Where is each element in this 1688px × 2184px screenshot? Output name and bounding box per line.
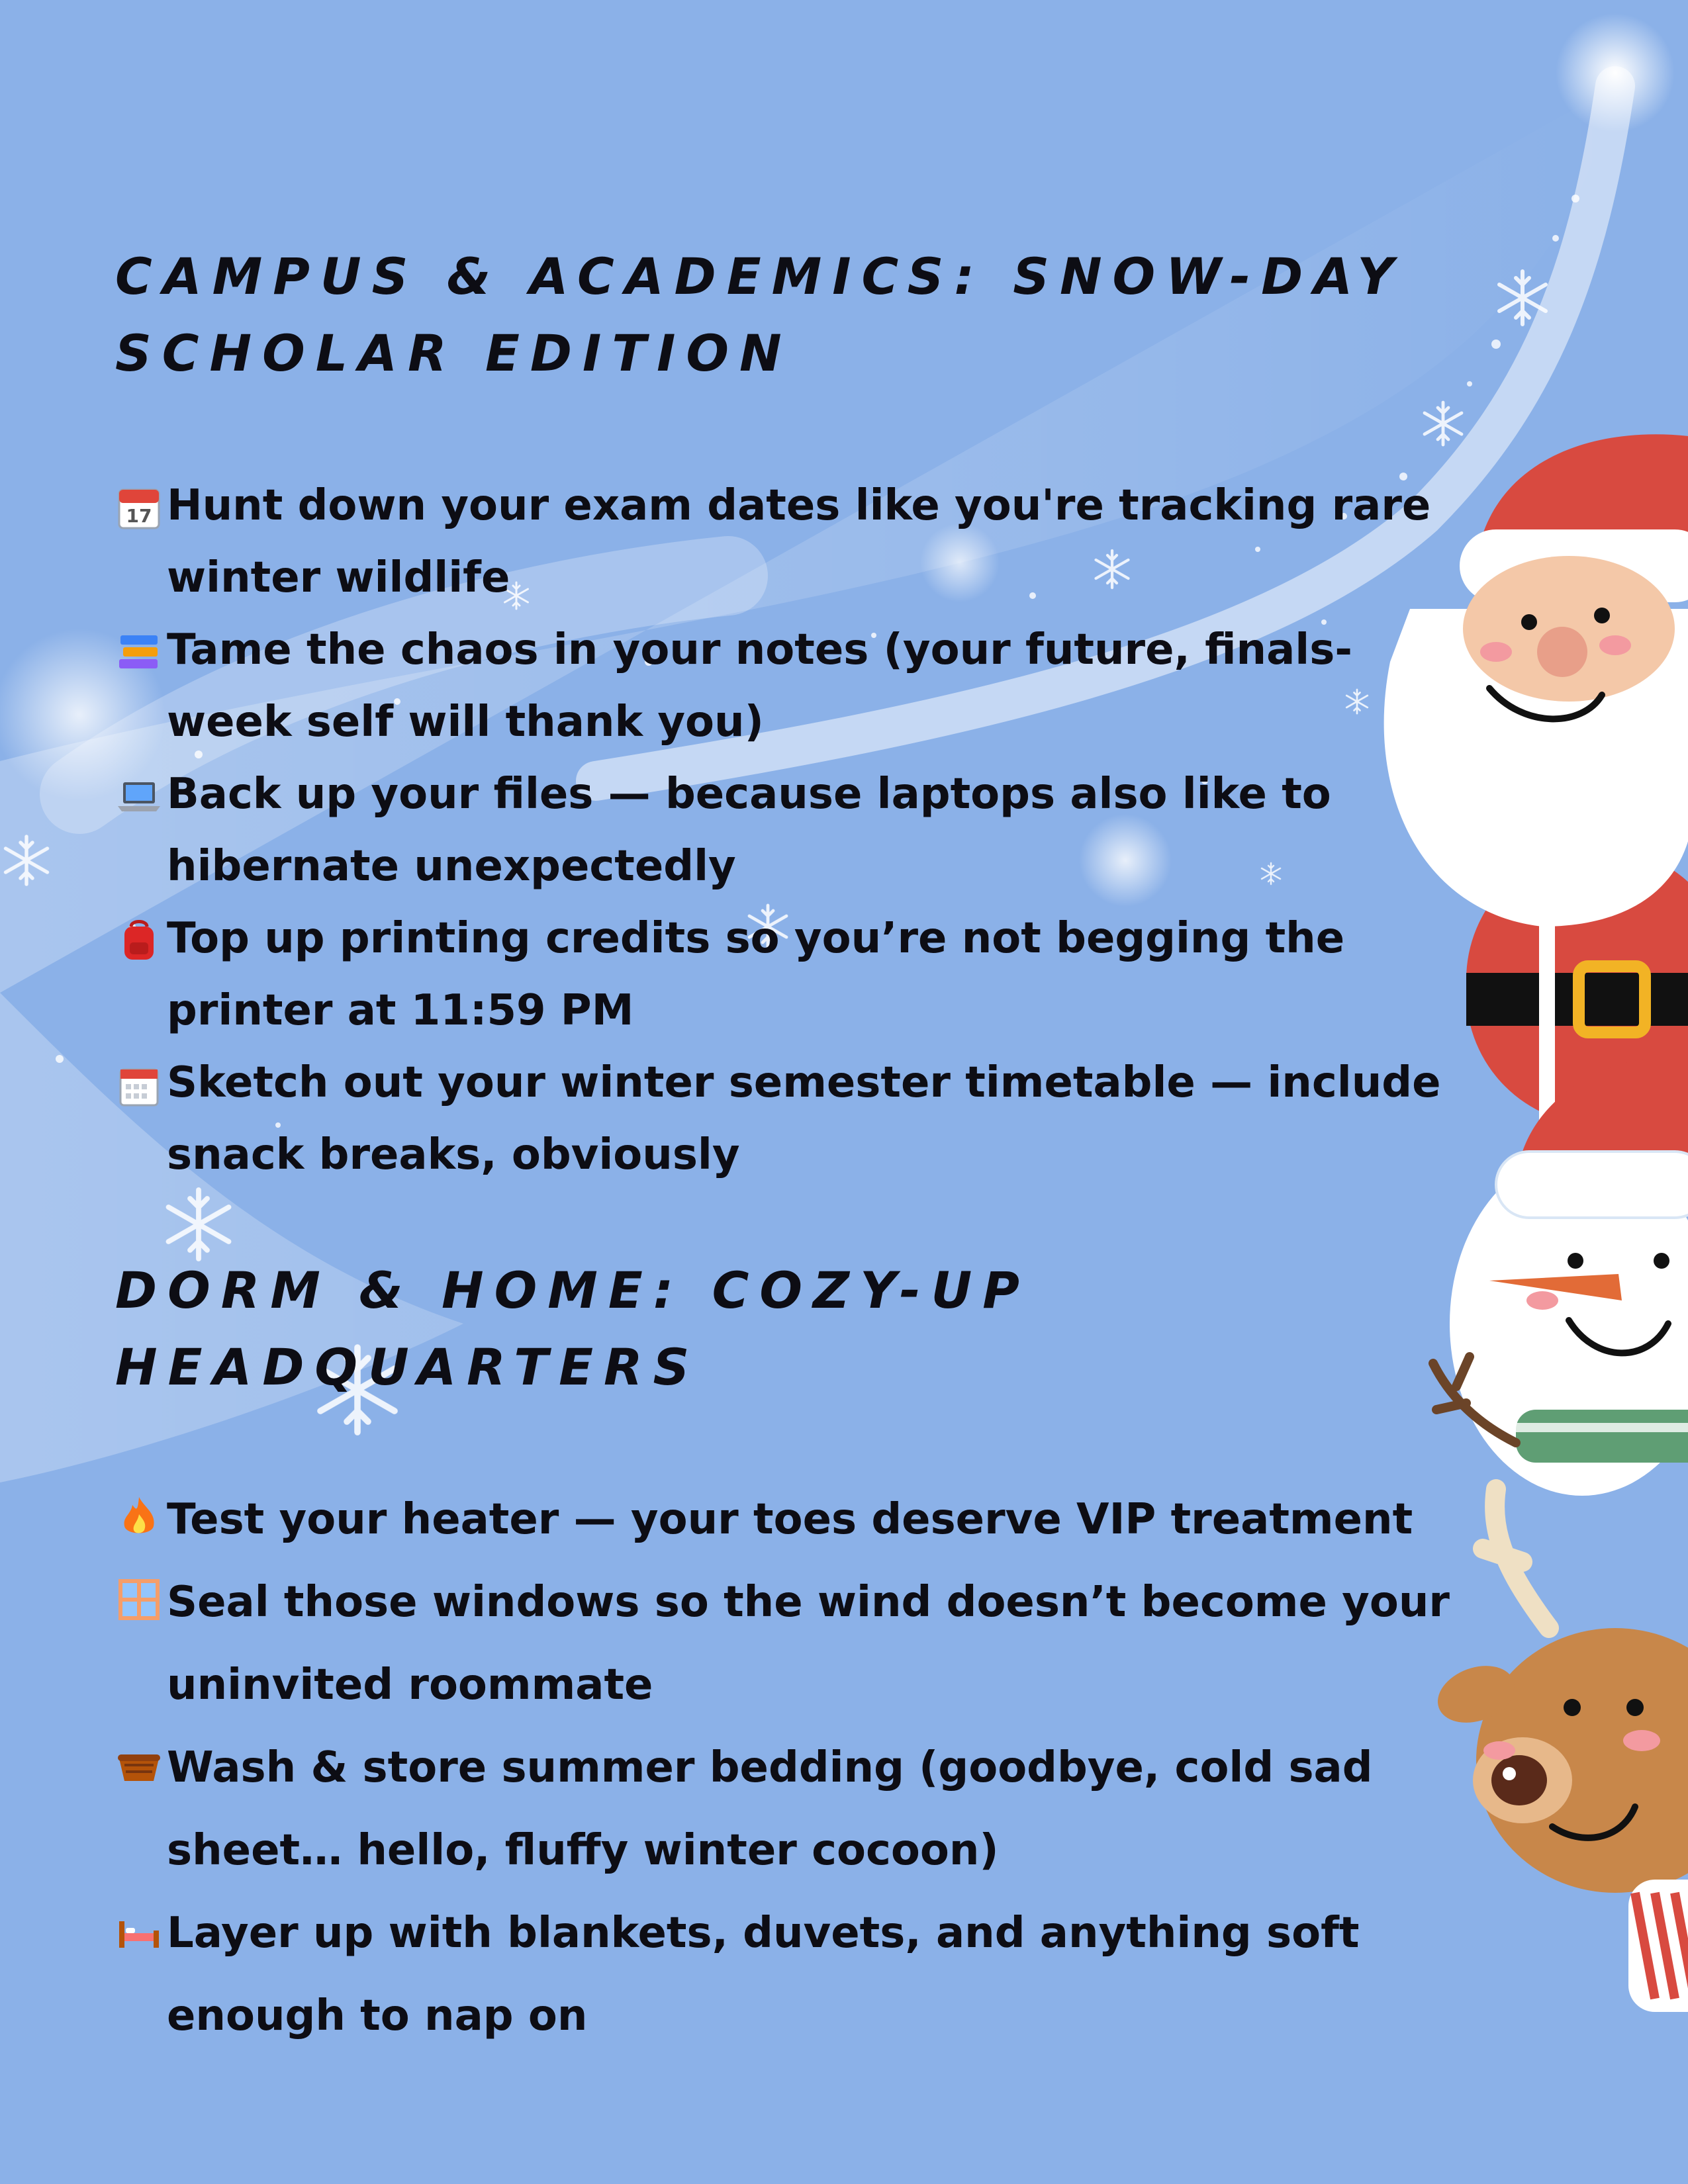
list-item [115,1047,1459,1191]
item-text: Top up printing credits so you’re not begging the printer at 11:59 PM [167,914,1345,1035]
list-item [115,758,1459,903]
fire-icon [115,1479,167,1545]
section-heading: DORM & HOME: COZY-UP HEADQUARTERS [115,1261,1030,1396]
basket-icon [115,1727,167,1793]
item-text: Sketch out your winter semester timetable — include snack breaks, obviously [167,1058,1441,1179]
calendar-icon [115,470,167,536]
item-text: Hunt down your exam dates like you're tracking rare winter wildlife [167,481,1431,602]
list-item [115,1892,1459,2058]
list-item [115,1727,1459,1892]
reindeer-illustration [1430,1489,1688,2012]
snowman-illustration [1433,1057,1688,1496]
checklist [115,470,1459,1191]
window-icon [115,1561,167,1627]
books-icon [115,614,167,680]
checklist [115,1479,1459,2058]
item-text: Tame the chaos in your notes (your future, finals-week self will thank you) [167,625,1352,747]
item-text: Layer up with blankets, duvets, and anything soft enough to nap on [167,1909,1360,2040]
section-campus-academics [115,238,1459,1191]
backpack-icon [115,903,167,969]
item-text: Back up your files — because laptops also like to hibernate unexpectedly [167,770,1331,891]
svg-text:17: 17 [126,505,152,527]
list-item [115,1561,1459,1727]
list-item [115,903,1459,1047]
list-item [115,470,1459,614]
section-dorm-home [115,1252,1459,2058]
item-text: Test your heater — your toes deserve VIP treatment [167,1495,1413,1544]
checklist-content [115,238,1459,2058]
item-text: Seal those windows so the wind doesn’t become your uninvited roommate [167,1578,1450,1709]
bed-icon [115,1892,167,1958]
section-heading: CAMPUS & ACADEMICS: SNOW-DAY SCHOLAR EDITION [115,247,1405,383]
list-item [115,1479,1459,1561]
laptop-icon [115,758,167,825]
list-item [115,614,1459,758]
item-text: Wash & store summer bedding (goodbye, cold sad sheet… hello, fluffy winter cocoon) [167,1743,1373,1875]
spiral-calendar-icon [115,1047,167,1113]
